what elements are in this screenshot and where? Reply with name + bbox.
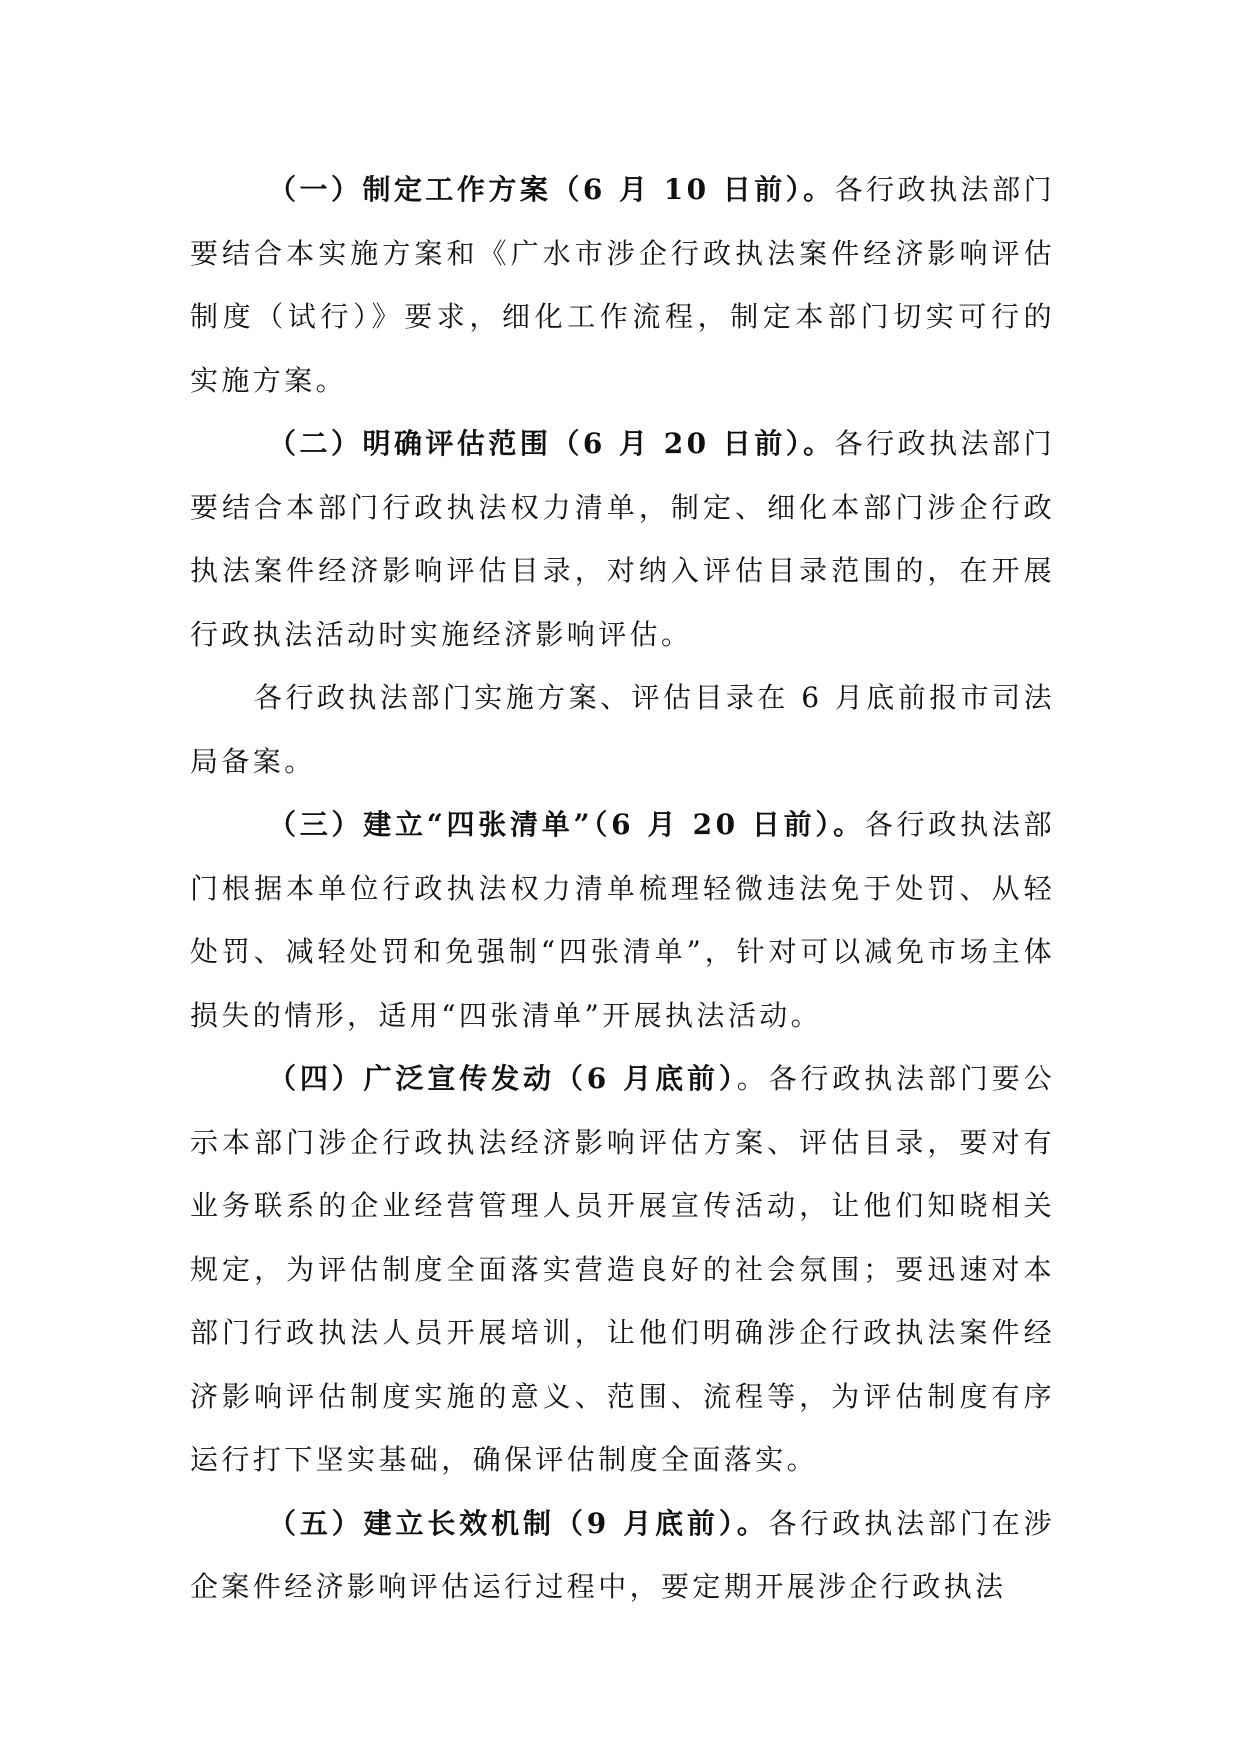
paragraph-heading: （一）制定工作方案（6 月 10 日前）。: [268, 173, 835, 206]
paragraph-long-term-mechanism: [190, 1492, 1055, 1619]
paragraph-four-lists: [190, 793, 1055, 1047]
paragraph-text: 各行政执法部门要结合本部门行政执法权力清单，制定、细化本部门涉企行政执法案件经济影响评估目录，对纳入评估目录范围的，在开展行政执法活动时实施经济影响评估。: [190, 427, 1055, 651]
paragraph-text: 。各行政执法部门要公示本部门涉企行政执法经济影响评估方案、评估目录，要对有业务联系的企业经营管理人员开展宣传活动，让他们知晓相关规定，为评估制度全面落实营造良好的社会氛围；要迅速对本部门行政执法人员开展培训，让他们明确涉企行政执法案件经济影响评估制度实施的意义、范围、流程等，为评估制度有序运行打下坚实基础，确保评估制度全面落实。: [190, 1062, 1055, 1476]
paragraph-publicity: [190, 1047, 1055, 1492]
document-body: [190, 158, 1055, 1619]
paragraph-text: 各行政执法部门实施方案、评估目录在 6 月底前报市司法局备案。: [190, 681, 1055, 778]
paragraph-heading: （二）明确评估范围（6 月 20 日前）。: [268, 427, 835, 460]
paragraph-heading: （四）广泛宣传发动（6 月底前）: [268, 1062, 737, 1095]
paragraph-text: 各行政执法部门在涉企案件经济影响评估运行过程中，要定期开展涉企行政执法: [190, 1506, 1055, 1603]
paragraph-text: 各行政执法部门要结合本实施方案和《广水市涉企行政执法案件经济影响评估制度（试行）》要求，细化工作流程，制定本部门切实可行的实施方案。: [190, 173, 1055, 397]
paragraph-work-plan: [190, 158, 1055, 412]
paragraph-heading: （五）建立长效机制（9 月底前）。: [268, 1506, 769, 1540]
paragraph-text: 各行政执法部门根据本单位行政执法权力清单梳理轻微违法免于处罚、从轻处罚、减轻处罚和免强制“四张清单”，针对可以减免市场主体损失的情形，适用“四张清单”开展执法活动。: [190, 808, 1056, 1032]
paragraph-assessment-scope: [190, 412, 1055, 666]
paragraph-filing-note: [190, 666, 1055, 793]
paragraph-heading: （三）建立“四张清单”（6 月 20 日前）。: [268, 808, 865, 841]
